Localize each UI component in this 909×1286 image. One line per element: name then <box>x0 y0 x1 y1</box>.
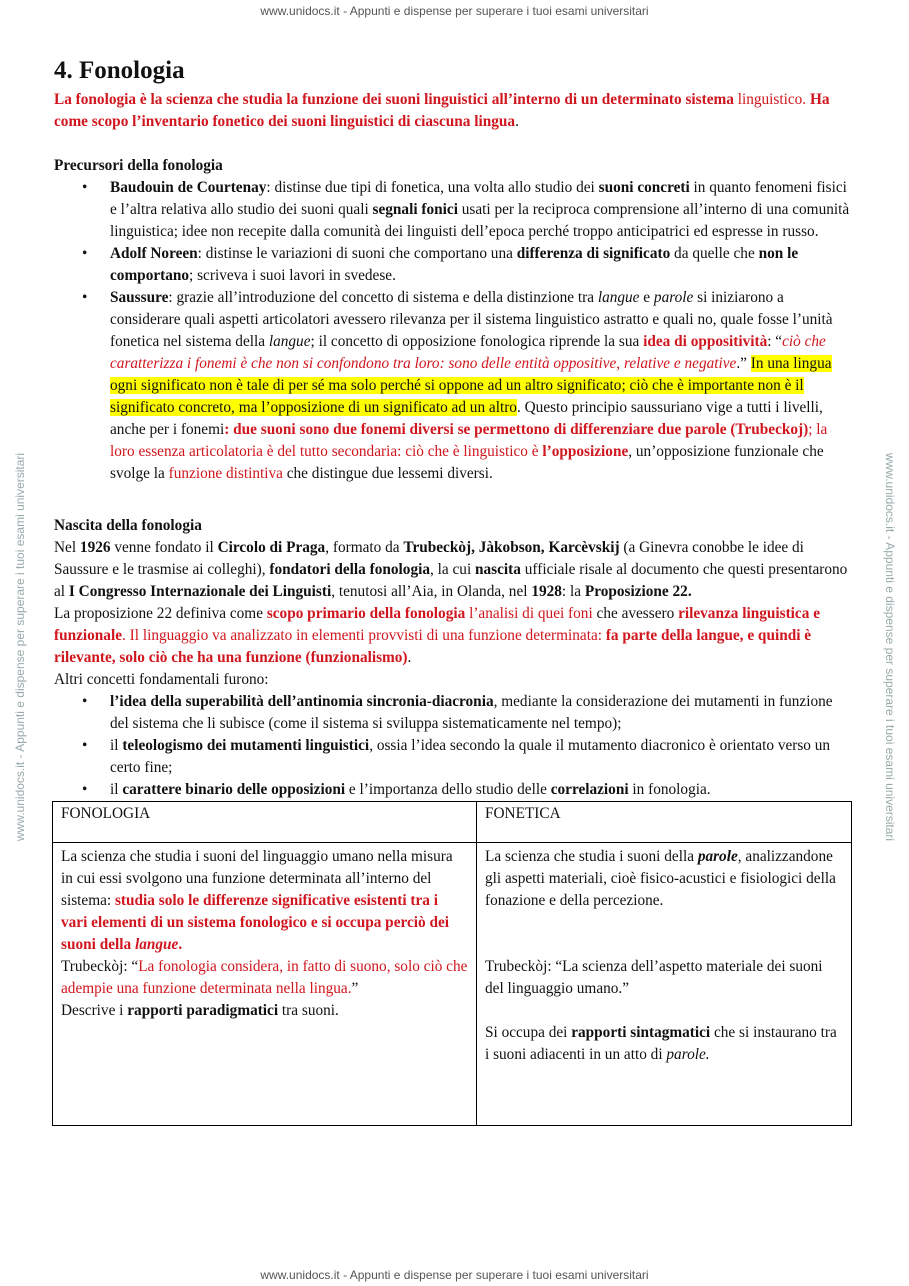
header-fonetica: FONETICA <box>477 802 852 843</box>
intro-b: linguistico. <box>737 91 810 108</box>
list-item-saussure: • Saussure: grazie all’introduzione del concetto di sistema e della distinzione tra langue e parole si iniziarono a considerare quali aspetti articolatori avessero rilevanza per il sistema linguistico astratto e quali no, quale fosse l’unità fonetica nel sistema della langue; il concetto di opposizione fonologica riprende la sua idea di oppositività: “ciò che caratterizza i fonemi è che non si confondono tra loro: sono delle entità oppositive, relative e negative.” In una lingua ogni significato non è tale di per sé ma solo perché si oppone ad un altro significato; ciò che è importante non è il significato concreto, ma l’opposizione di un significato ad un altro. Questo principio saussuriano vige a tutti i livelli, anche per i fonemi: due suoni sono due fonemi diversi se permettono di differenziare due parole (Trubeckoj); la loro essenza articolatoria è del tutto secondaria: ciò che è linguistico è l’opposizione, un’opposizione funzionale che svolge la funzione distintiva che distingue due lessemi diversi. <box>110 287 852 485</box>
intro-c: Ha come scopo l’inventario fonetico dei suoni linguistici di ciascuna lingua <box>54 91 830 130</box>
intro-a: La fonologia è la scienza che studia la funzione dei suoni linguistici all’interno di un determinato sistema <box>54 91 734 108</box>
page-title: 4. Fonologia <box>54 57 185 84</box>
table-header-row <box>53 802 852 843</box>
side-watermark-left: www.unidocs.it - Appunti e dispense per superare i tuoi esami universitari <box>13 452 27 842</box>
document-page <box>54 55 852 1126</box>
comparison-table <box>52 801 852 1126</box>
intro-d: . <box>515 113 519 130</box>
cell-fonologia: La scienza che studia i suoni del linguaggio umano nella misura in cui essi svolgono una funzione determinata all’interno del sistema: studia solo le differenze significative esistenti tra i vari elementi di un sistema fonologico e si occupa perciò dei suoni della langue. Trubeckòj: “La fonologia considera, in fatto di suono, solo ciò che adempie una funzione determinata nella lingua.” Descrive i rapporti paradigmatici tra suoni. <box>53 843 477 1126</box>
cell-fonetica: La scienza che studia i suoni della parole, analizzandone gli aspetti materiali, cioè fisico-acustici e fisiologici della fonazione e della percezione. Trubeckòj: “La scienza dell’aspetto materiale dei suoni del linguaggio umano.” Si occupa dei rapporti sintagmatici che si instaurano tra i suoni adiacenti in un atto di parole. <box>477 843 852 1126</box>
section-heading-nascita: Nascita della fonologia <box>54 517 202 534</box>
nascita-paragraph-1: Nel 1926 venne fondato il Circolo di Praga, formato da Trubeckòj, Jàkobson, Karcèvskij (a Ginevra conobbe le idee di Saussure e le trasmise ai colleghi), fondatori della fonologia, la cui nascita ufficiale risale al documento che questi presentarono al I Congresso Internazionale dei Linguisti, tenutosi all’Aia, in Olanda, nel 1928: la Proposizione 22. <box>54 539 848 600</box>
list-item-antinomia: • l’idea della superabilità dell’antinomia sincronia-diacronia, mediante la considerazione dei mutamenti in funzione del sistema che li subisce (come il sistema si sviluppa sistematicamente nel tempo); <box>110 691 852 735</box>
highlighted-text: In una lingua ogni significato non è tale di per sé ma solo perché si oppone ad un altro significato; ciò che è importante non è il significato concreto, ma l’opposizione di un significato ad un altro <box>110 355 832 416</box>
altri-concetti: Altri concetti fondamentali furono: <box>54 671 269 688</box>
header-fonologia: FONOLOGIA <box>53 802 477 843</box>
section-heading-precursori: Precursori della fonologia <box>54 157 223 174</box>
list-item-teleologismo: • il teleologismo dei mutamenti linguistici, ossia l’idea secondo la quale il mutamento diacronico è orientato verso un certo fine; <box>110 735 852 779</box>
footer-watermark: www.unidocs.it - Appunti e dispense per superare i tuoi esami universitari <box>260 1268 649 1282</box>
header-watermark: www.unidocs.it - Appunti e dispense per superare i tuoi esami universitari <box>260 4 649 18</box>
table-row <box>53 843 852 1126</box>
side-watermark-right: www.unidocs.it - Appunti e dispense per superare i tuoi esami universitari <box>883 452 897 842</box>
nascita-paragraph-2: La proposizione 22 definiva come scopo primario della fonologia l’analisi di quei foni che avessero rilevanza linguistica e funzionale. Il linguaggio va analizzato in elementi provvisti di una funzione determinata: fa parte della langue, e quindi è rilevante, solo ciò che ha una funzione (funzionalismo). <box>54 605 820 666</box>
saussure-quote: ciò che caratterizza i fonemi è che non si confondono tra loro: sono delle entità oppositive, relative e negative <box>110 333 826 372</box>
intro-paragraph <box>54 89 852 133</box>
concetti-list <box>54 691 852 801</box>
list-item-binario: • il carattere binario delle opposizioni e l’importanza dello studio delle correlazioni in fonologia. <box>110 779 852 801</box>
list-item-noreen: • Adolf Noreen: distinse le variazioni di suoni che comportano una differenza di significato da quelle che non le comportano; scriveva i suoi lavori in svedese. <box>110 243 852 287</box>
precursori-list <box>54 177 852 485</box>
list-item-baudouin: • Baudouin de Courtenay: distinse due tipi di fonetica, una volta allo studio dei suoni concreti in quanto fenomeni fisici e l’altra relativa allo studio dei suoni quali segnali fonici usati per la reciproca comprensione all’interno di una comunità linguistica; idee non recepite dalla comunità dei linguisti dell’epoca perché troppo anticipatrici ed espresse in russo. <box>110 177 852 243</box>
